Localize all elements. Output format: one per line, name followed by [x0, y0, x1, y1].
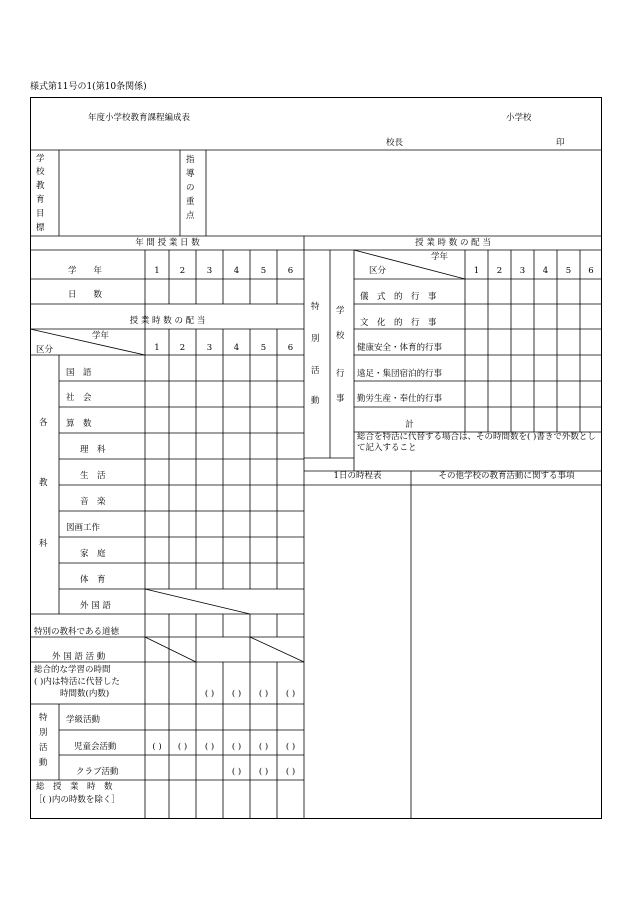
subjects-group-char: 各	[39, 418, 48, 428]
special-activity-char: 特	[39, 713, 48, 723]
subject-life-environment: 生 活	[80, 471, 106, 481]
grade-5: 5	[260, 343, 267, 353]
right-corner-section: 区分	[369, 266, 387, 276]
class-activity-row: 学級活動	[66, 715, 101, 725]
school-event-char: 事	[336, 394, 345, 404]
special-activity-char: 別	[311, 334, 320, 344]
event-ceremonial: 儀 式 的 行 事	[360, 292, 437, 302]
grade-1: 1	[154, 266, 160, 276]
corner-section-label: 区分	[36, 345, 54, 355]
grade-3: 3	[519, 266, 526, 276]
subjects-group-char: 科	[39, 539, 48, 549]
club-activity-row: クラブ活動	[76, 767, 119, 777]
form-id: 様式第11号の1(第10条関係)	[30, 82, 147, 92]
grade-2: 2	[496, 266, 503, 276]
right-corner-grade: 学年	[431, 252, 449, 262]
school-name-suffix: 小学校	[506, 113, 532, 123]
subject-foreign-language: 外 国 語	[80, 601, 111, 611]
subject-home-economics: 家 庭	[80, 549, 106, 559]
grade-3: 3	[206, 343, 213, 353]
school-event-char: 行	[336, 369, 345, 379]
form-title: 年度小学校教育課程編成表	[88, 113, 191, 123]
student-council-row: 児童会活動	[74, 742, 117, 752]
paren-cell: ( )	[285, 742, 296, 752]
grade-2: 2	[179, 266, 186, 276]
grade-row-label: 学 年	[68, 266, 103, 276]
integrated-study-line3: 時間数(内数)	[60, 689, 110, 699]
days-row-label: 日 数	[68, 290, 103, 300]
special-activity-char: 特	[311, 302, 320, 312]
school-event-char: 学	[336, 306, 345, 316]
grade-5: 5	[565, 266, 572, 276]
event-cultural: 文 化 的 行 事	[360, 318, 437, 328]
special-activity-char: 別	[39, 728, 48, 738]
subjects-group-char: 教	[39, 478, 48, 488]
event-excursion: 遠足・集団宿泊的行事	[357, 369, 443, 379]
right-hours-title: 授 業 時 数 の 配 当	[415, 238, 491, 248]
integrated-study-line2: ( )内は特活に代替した	[34, 677, 120, 687]
subject-music: 音 楽	[80, 497, 106, 507]
grade-1: 1	[154, 343, 160, 353]
paren-cell: ( )	[258, 689, 269, 699]
event-total: 計	[405, 420, 414, 430]
paren-cell: ( )	[204, 689, 215, 699]
paren-cell: ( )	[285, 689, 296, 699]
substitution-note: 総合を特活に代替する場合は、その時間数を( )書きで外数として記入すること	[357, 432, 596, 453]
grade-3: 3	[206, 266, 213, 276]
seal-mark: 印	[556, 138, 565, 148]
paren-cell: ( )	[231, 767, 242, 777]
grade-1: 1	[473, 266, 480, 276]
grade-6: 6	[287, 343, 294, 353]
subject-arts-crafts: 図画工作	[66, 523, 101, 533]
total-hours-line1: 総 授 業 時 数	[36, 782, 113, 792]
grade-5: 5	[260, 266, 267, 276]
paren-cell: ( )	[285, 767, 296, 777]
special-activity-char: 活	[311, 366, 320, 376]
paren-cell: ( )	[258, 742, 269, 752]
paren-cell: ( )	[177, 742, 188, 752]
principal-label: 校長	[386, 138, 404, 148]
grade-6: 6	[287, 266, 294, 276]
grade-4: 4	[233, 343, 240, 353]
special-activity-char: 動	[39, 758, 48, 768]
special-activity-char: 動	[311, 396, 320, 406]
integrated-study-line1: 総合的な学習の時間	[34, 665, 111, 675]
annual-days-title: 年 間 授 業 日 数	[135, 238, 200, 248]
subject-science: 理 科	[80, 445, 106, 455]
grade-4: 4	[233, 266, 240, 276]
total-hours-line2: ［( )内の時数を除く］	[34, 795, 120, 805]
hours-allocation-title: 授 業 時 数 の 配 当	[129, 316, 206, 326]
paren-cell: ( )	[231, 689, 242, 699]
paren-cell: ( )	[231, 742, 242, 752]
foreign-language-activity-row: 外 国 語 活 動	[52, 652, 106, 662]
daily-timetable-header: 1日の時程表	[333, 471, 382, 481]
subject-social-studies: 社 会	[66, 393, 92, 403]
grade-4: 4	[542, 266, 549, 276]
grade-6: 6	[588, 266, 594, 276]
corner-grade-label: 学年	[92, 331, 110, 341]
paren-cell: ( )	[258, 767, 269, 777]
moral-education-row: 特別の教科である道徳	[34, 627, 120, 637]
subject-physical-education: 体 育	[80, 575, 106, 585]
special-activity-char: 活	[39, 743, 48, 753]
event-health-safety: 健康安全・体育的行事	[357, 343, 443, 353]
paren-cell: ( )	[152, 742, 162, 752]
school-event-char: 校	[336, 331, 345, 341]
subject-japanese: 国 語	[66, 368, 92, 378]
event-labor-service: 勤労生産・奉仕的行事	[357, 394, 443, 404]
paren-cell: ( )	[204, 742, 215, 752]
other-activities-header: その他学校の教育活動に関する事項	[438, 471, 575, 481]
grade-2: 2	[179, 343, 186, 353]
subject-arithmetic: 算 数	[66, 419, 92, 429]
